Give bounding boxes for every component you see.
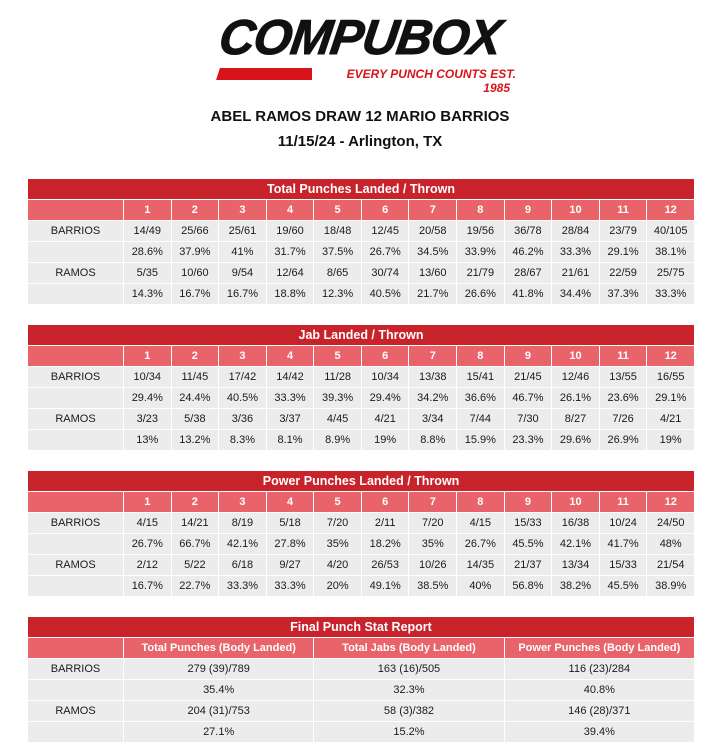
percentage-cell: 38.9% (647, 576, 695, 597)
landed-thrown-cell: 4/15 (124, 513, 172, 534)
percentage-cell: 35.4% (124, 680, 314, 701)
landed-thrown-cell: 3/36 (219, 409, 267, 430)
percentage-cell: 26.7% (361, 242, 409, 263)
percentage-cell: 33.3% (266, 576, 314, 597)
percentage-cell: 34.2% (409, 388, 457, 409)
percentage-cell: 8.1% (266, 430, 314, 451)
landed-thrown-cell: 13/34 (552, 555, 600, 576)
landed-thrown-cell: 28/67 (504, 263, 552, 284)
percentage-cell: 28.6% (124, 242, 172, 263)
final-report-table (27, 616, 695, 743)
column-header: Total Jabs (Body Landed) (314, 638, 504, 659)
percentage-cell: 26.1% (552, 388, 600, 409)
percentage-cell: 33.3% (219, 576, 267, 597)
landed-thrown-cell: 7/30 (504, 409, 552, 430)
percentage-cell: 8.3% (219, 430, 267, 451)
table-title-row (28, 471, 695, 492)
percentage-cell: 46.7% (504, 388, 552, 409)
percentage-cell: 18.2% (361, 534, 409, 555)
landed-thrown-cell: 4/21 (647, 409, 695, 430)
round-number: 12 (647, 200, 695, 221)
percentage-cell: 14.3% (124, 284, 172, 305)
percentage-cell: 20% (314, 576, 362, 597)
percentage-cell: 19% (361, 430, 409, 451)
landed-thrown-cell: 13/38 (409, 367, 457, 388)
round-number: 2 (171, 346, 219, 367)
landed-thrown-cell: 17/42 (219, 367, 267, 388)
landed-thrown-cell: 24/50 (647, 513, 695, 534)
table-row (28, 388, 695, 409)
landed-thrown-cell: 13/55 (599, 367, 647, 388)
compubox-logo (212, 11, 516, 95)
percentage-cell: 40.8% (504, 680, 694, 701)
landed-thrown-cell: 25/66 (171, 221, 219, 242)
percentage-cell: 48% (647, 534, 695, 555)
percentage-cell: 36.6% (457, 388, 505, 409)
landed-thrown-cell: 25/75 (647, 263, 695, 284)
round-header-row (28, 492, 695, 513)
percentage-cell: 46.2% (504, 242, 552, 263)
landed-thrown-cell: 25/61 (219, 221, 267, 242)
landed-thrown-cell: 279 (39)/789 (124, 659, 314, 680)
percentage-cell: 39.3% (314, 388, 362, 409)
landed-thrown-cell: 3/23 (124, 409, 172, 430)
landed-thrown-cell: 4/45 (314, 409, 362, 430)
round-number: 3 (219, 200, 267, 221)
landed-thrown-cell: 12/46 (552, 367, 600, 388)
fighter-name: BARRIOS (28, 513, 124, 534)
landed-thrown-cell: 18/48 (314, 221, 362, 242)
table-row (28, 263, 695, 284)
table-row (28, 409, 695, 430)
round-number: 9 (504, 200, 552, 221)
table-row (28, 284, 695, 305)
landed-thrown-cell: 19/56 (457, 221, 505, 242)
percentage-cell: 37.9% (171, 242, 219, 263)
landed-thrown-cell: 14/49 (124, 221, 172, 242)
landed-thrown-cell: 12/45 (361, 221, 409, 242)
percentage-cell: 16.7% (124, 576, 172, 597)
percentage-cell: 38.5% (409, 576, 457, 597)
round-number: 5 (314, 492, 362, 513)
jab-table (27, 324, 695, 451)
round-number: 11 (599, 492, 647, 513)
round-number: 6 (361, 200, 409, 221)
landed-thrown-cell: 3/34 (409, 409, 457, 430)
round-number: 8 (457, 346, 505, 367)
landed-thrown-cell: 15/33 (504, 513, 552, 534)
landed-thrown-cell: 9/27 (266, 555, 314, 576)
percentage-cell: 8.8% (409, 430, 457, 451)
landed-thrown-cell: 9/54 (219, 263, 267, 284)
table-row (28, 680, 695, 701)
logo-wordmark: COMPUBOX (215, 11, 505, 65)
logo-tagline: EVERY PUNCH COUNTS EST. 1985 (312, 67, 516, 95)
fighter-name: BARRIOS (28, 659, 124, 680)
fighter-name: BARRIOS (28, 221, 124, 242)
round-number: 9 (504, 492, 552, 513)
percentage-cell: 13% (124, 430, 172, 451)
round-number: 4 (266, 492, 314, 513)
landed-thrown-cell: 10/60 (171, 263, 219, 284)
landed-thrown-cell: 21/61 (552, 263, 600, 284)
landed-thrown-cell: 10/26 (409, 555, 457, 576)
fighter-name: RAMOS (28, 409, 124, 430)
percentage-cell: 35% (409, 534, 457, 555)
power-punches-table (27, 470, 695, 597)
table-title: Total Punches Landed / Thrown (28, 179, 695, 200)
round-number: 7 (409, 492, 457, 513)
percentage-cell: 12.3% (314, 284, 362, 305)
percentage-cell: 15.2% (314, 722, 504, 743)
percentage-cell: 45.5% (504, 534, 552, 555)
landed-thrown-cell: 23/79 (599, 221, 647, 242)
fighter-name-blank (28, 284, 124, 305)
percentage-cell: 26.7% (457, 534, 505, 555)
landed-thrown-cell: 14/42 (266, 367, 314, 388)
percentage-cell: 26.9% (599, 430, 647, 451)
percentage-cell: 37.3% (599, 284, 647, 305)
round-number: 12 (647, 346, 695, 367)
fighter-name: BARRIOS (28, 367, 124, 388)
landed-thrown-cell: 4/21 (361, 409, 409, 430)
column-header-blank (28, 638, 124, 659)
round-header-blank (28, 200, 124, 221)
percentage-cell: 27.1% (124, 722, 314, 743)
landed-thrown-cell: 163 (16)/505 (314, 659, 504, 680)
landed-thrown-cell: 14/21 (171, 513, 219, 534)
landed-thrown-cell: 10/34 (124, 367, 172, 388)
percentage-cell: 8.9% (314, 430, 362, 451)
round-number: 4 (266, 346, 314, 367)
landed-thrown-cell: 11/28 (314, 367, 362, 388)
landed-thrown-cell: 5/38 (171, 409, 219, 430)
landed-thrown-cell: 15/33 (599, 555, 647, 576)
percentage-cell: 40.5% (361, 284, 409, 305)
percentage-cell: 66.7% (171, 534, 219, 555)
round-number: 12 (647, 492, 695, 513)
percentage-cell: 49.1% (361, 576, 409, 597)
percentage-cell: 27.8% (266, 534, 314, 555)
percentage-cell: 13.2% (171, 430, 219, 451)
landed-thrown-cell: 7/20 (409, 513, 457, 534)
round-number: 1 (124, 492, 172, 513)
round-number: 3 (219, 346, 267, 367)
percentage-cell: 31.7% (266, 242, 314, 263)
percentage-cell: 15.9% (457, 430, 505, 451)
percentage-cell: 40.5% (219, 388, 267, 409)
round-number: 9 (504, 346, 552, 367)
landed-thrown-cell: 58 (3)/382 (314, 701, 504, 722)
landed-thrown-cell: 4/15 (457, 513, 505, 534)
landed-thrown-cell: 5/18 (266, 513, 314, 534)
percentage-cell: 42.1% (552, 534, 600, 555)
round-number: 7 (409, 346, 457, 367)
percentage-cell: 32.3% (314, 680, 504, 701)
percentage-cell: 29.1% (599, 242, 647, 263)
percentage-cell: 18.8% (266, 284, 314, 305)
table-title-row (28, 325, 695, 346)
table-row (28, 701, 695, 722)
fight-date-location: 11/15/24 - Arlington, TX (277, 133, 443, 150)
round-number: 6 (361, 346, 409, 367)
landed-thrown-cell: 8/19 (219, 513, 267, 534)
landed-thrown-cell: 5/35 (124, 263, 172, 284)
landed-thrown-cell: 15/41 (457, 367, 505, 388)
percentage-cell: 38.1% (647, 242, 695, 263)
round-number: 10 (552, 200, 600, 221)
landed-thrown-cell: 7/26 (599, 409, 647, 430)
landed-thrown-cell: 6/18 (219, 555, 267, 576)
round-number: 2 (171, 200, 219, 221)
table-row (28, 534, 695, 555)
round-header-row (28, 200, 695, 221)
percentage-cell: 41.7% (599, 534, 647, 555)
landed-thrown-cell: 22/59 (599, 263, 647, 284)
landed-thrown-cell: 14/35 (457, 555, 505, 576)
percentage-cell: 29.1% (647, 388, 695, 409)
percentage-cell: 56.8% (504, 576, 552, 597)
fighter-name: RAMOS (28, 701, 124, 722)
round-number: 8 (457, 492, 505, 513)
round-number: 6 (361, 492, 409, 513)
table-row (28, 513, 695, 534)
landed-thrown-cell: 30/74 (361, 263, 409, 284)
round-number: 1 (124, 200, 172, 221)
table-title-row (28, 617, 695, 638)
percentage-cell: 33.3% (266, 388, 314, 409)
round-number: 2 (171, 492, 219, 513)
round-number: 8 (457, 200, 505, 221)
percentage-cell: 34.4% (552, 284, 600, 305)
percentage-cell: 34.5% (409, 242, 457, 263)
round-number: 10 (552, 346, 600, 367)
landed-thrown-cell: 3/37 (266, 409, 314, 430)
landed-thrown-cell: 21/79 (457, 263, 505, 284)
round-header-blank (28, 492, 124, 513)
percentage-cell: 45.5% (599, 576, 647, 597)
percentage-cell: 33.3% (552, 242, 600, 263)
landed-thrown-cell: 36/78 (504, 221, 552, 242)
round-number: 5 (314, 346, 362, 367)
landed-thrown-cell: 10/34 (361, 367, 409, 388)
landed-thrown-cell: 16/55 (647, 367, 695, 388)
percentage-cell: 23.3% (504, 430, 552, 451)
round-number: 10 (552, 492, 600, 513)
round-number: 11 (599, 200, 647, 221)
landed-thrown-cell: 28/84 (552, 221, 600, 242)
table-row (28, 555, 695, 576)
column-header-row (28, 638, 695, 659)
fighter-name-blank (28, 242, 124, 263)
table-row (28, 367, 695, 388)
percentage-cell: 26.7% (124, 534, 172, 555)
percentage-cell: 41.8% (504, 284, 552, 305)
percentage-cell: 26.6% (457, 284, 505, 305)
percentage-cell: 22.7% (171, 576, 219, 597)
table-title-row (28, 179, 695, 200)
landed-thrown-cell: 21/45 (504, 367, 552, 388)
round-header-blank (28, 346, 124, 367)
fighter-name-blank (28, 722, 124, 743)
landed-thrown-cell: 7/44 (457, 409, 505, 430)
landed-thrown-cell: 13/60 (409, 263, 457, 284)
landed-thrown-cell: 116 (23)/284 (504, 659, 694, 680)
landed-thrown-cell: 7/20 (314, 513, 362, 534)
landed-thrown-cell: 12/64 (266, 263, 314, 284)
landed-thrown-cell: 2/11 (361, 513, 409, 534)
landed-thrown-cell: 21/37 (504, 555, 552, 576)
percentage-cell: 37.5% (314, 242, 362, 263)
round-number: 11 (599, 346, 647, 367)
percentage-cell: 42.1% (219, 534, 267, 555)
table-row (28, 430, 695, 451)
landed-thrown-cell: 5/22 (171, 555, 219, 576)
landed-thrown-cell: 21/54 (647, 555, 695, 576)
landed-thrown-cell: 11/45 (171, 367, 219, 388)
percentage-cell: 16.7% (171, 284, 219, 305)
table-title: Final Punch Stat Report (28, 617, 695, 638)
landed-thrown-cell: 26/53 (361, 555, 409, 576)
fighter-name: RAMOS (28, 555, 124, 576)
fighter-name-blank (28, 534, 124, 555)
percentage-cell: 33.9% (457, 242, 505, 263)
landed-thrown-cell: 2/12 (124, 555, 172, 576)
percentage-cell: 40% (457, 576, 505, 597)
total-punches-table (27, 178, 695, 305)
fighter-name-blank (28, 388, 124, 409)
round-number: 3 (219, 492, 267, 513)
round-number: 4 (266, 200, 314, 221)
landed-thrown-cell: 8/27 (552, 409, 600, 430)
round-number: 1 (124, 346, 172, 367)
table-row (28, 242, 695, 263)
percentage-cell: 16.7% (219, 284, 267, 305)
table-row (28, 659, 695, 680)
percentage-cell: 19% (647, 430, 695, 451)
table-row (28, 221, 695, 242)
fight-result-title: ABEL RAMOS DRAW 12 MARIO BARRIOS (210, 108, 510, 125)
fighter-name: RAMOS (28, 263, 124, 284)
fighter-name-blank (28, 680, 124, 701)
table-title: Jab Landed / Thrown (28, 325, 695, 346)
percentage-cell: 29.6% (552, 430, 600, 451)
fighter-name-blank (28, 576, 124, 597)
column-header: Power Punches (Body Landed) (504, 638, 694, 659)
landed-thrown-cell: 8/65 (314, 263, 362, 284)
landed-thrown-cell: 10/24 (599, 513, 647, 534)
landed-thrown-cell: 19/60 (266, 221, 314, 242)
percentage-cell: 23.6% (599, 388, 647, 409)
table-row (28, 576, 695, 597)
percentage-cell: 21.7% (409, 284, 457, 305)
landed-thrown-cell: 16/38 (552, 513, 600, 534)
percentage-cell: 38.2% (552, 576, 600, 597)
percentage-cell: 41% (219, 242, 267, 263)
percentage-cell: 39.4% (504, 722, 694, 743)
landed-thrown-cell: 146 (28)/371 (504, 701, 694, 722)
fighter-name-blank (28, 430, 124, 451)
landed-thrown-cell: 40/105 (647, 221, 695, 242)
percentage-cell: 29.4% (124, 388, 172, 409)
percentage-cell: 24.4% (171, 388, 219, 409)
percentage-cell: 33.3% (647, 284, 695, 305)
table-title: Power Punches Landed / Thrown (28, 471, 695, 492)
column-header: Total Punches (Body Landed) (124, 638, 314, 659)
percentage-cell: 35% (314, 534, 362, 555)
landed-thrown-cell: 4/20 (314, 555, 362, 576)
round-number: 5 (314, 200, 362, 221)
landed-thrown-cell: 20/58 (409, 221, 457, 242)
round-header-row (28, 346, 695, 367)
table-row (28, 722, 695, 743)
percentage-cell: 29.4% (361, 388, 409, 409)
landed-thrown-cell: 204 (31)/753 (124, 701, 314, 722)
round-number: 7 (409, 200, 457, 221)
